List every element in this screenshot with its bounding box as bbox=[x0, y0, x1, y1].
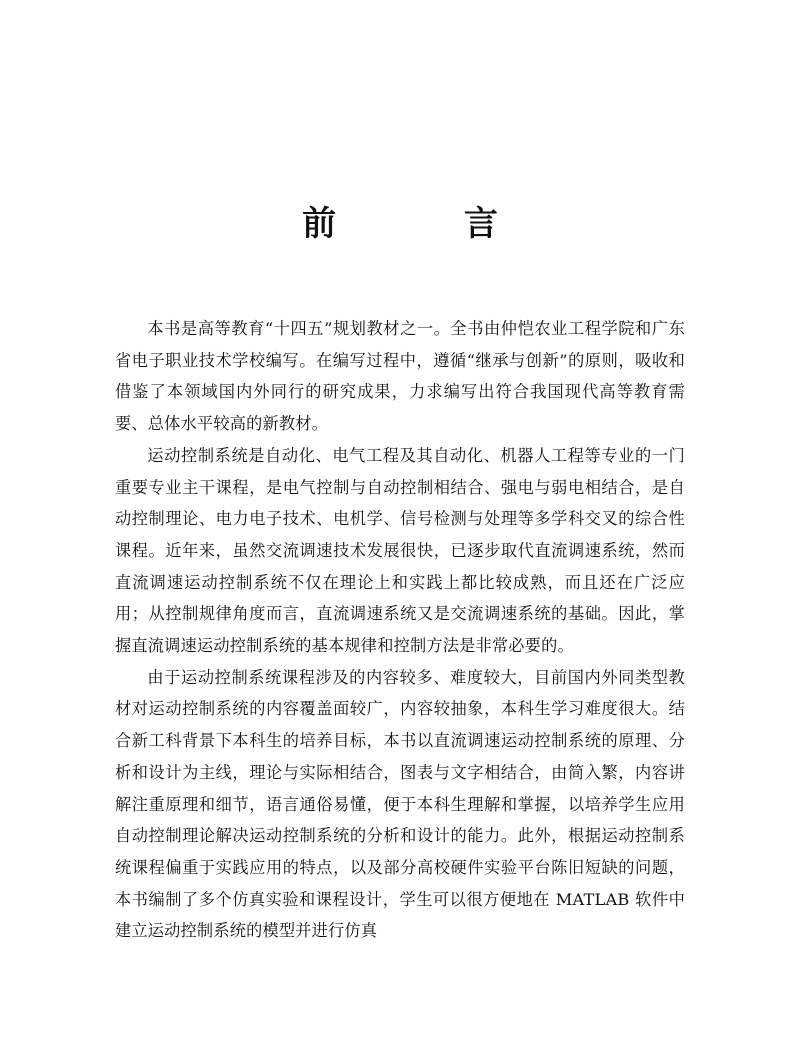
paragraph-1: 本书是高等教育“十四五”规划教材之一。全书由仲恺农业工程学院和广东省电子职业技术学校编写。在编写过程中，遵循“继承与创新”的原则，吸收和借鉴了本领域国内外同行的研究成果，力求编写出符合我国现代高等教育需要、总体水平较高的新教材。 bbox=[115, 319, 685, 434]
preface-body bbox=[115, 313, 685, 947]
paragraph-3: 由于运动控制系统课程涉及的内容较多、难度较大，目前国内外同类型教材对运动控制系统的内容覆盖面较广，内容较抽象，本科生学习难度很大。结合新工科背景下本科生的培养目标，本书以直流调速运动控制系统的原理、分析和设计为主线，理论与实际相结合，图表与文字相结合，由简入繁，内容讲解注重原理和细节，语言通俗易懂，便于本科生理解和掌握，以培养学生应用自动控制理论解决运动控制系统的分析和设计的能力。此外，根据运动控制系统课程偏重于实践应用的特点，以及部分高校硬件实验平台陈旧短缺的问题，本书编制了多个仿真实验和课程设计，学生可以很方便地在 MATLAB 软件中建立运动控制系统的模型并进行仿真 bbox=[115, 667, 685, 941]
page-title: 前 言 bbox=[302, 204, 556, 244]
paragraph-2: 运动控制系统是自动化、电气工程及其自动化、机器人工程等专业的一门重要专业主干课程，是电气控制与自动控制相结合、强电与弱电相结合，是自动控制理论、电力电子技术、电机学、信号检测与处理等多学科交叉的综合性课程。近年来，虽然交流调速技术发展很快，已逐步取代直流调速系统，然而直流调速运动控制系统不仅在理论上和实践上都比较成熟，而且还在广泛应用；从控制规律角度而言，直流调速系统又是交流调速系统的基础。因此，掌握直流调速运动控制系统的基本规律和控制方法是非常必要的。 bbox=[115, 445, 685, 656]
